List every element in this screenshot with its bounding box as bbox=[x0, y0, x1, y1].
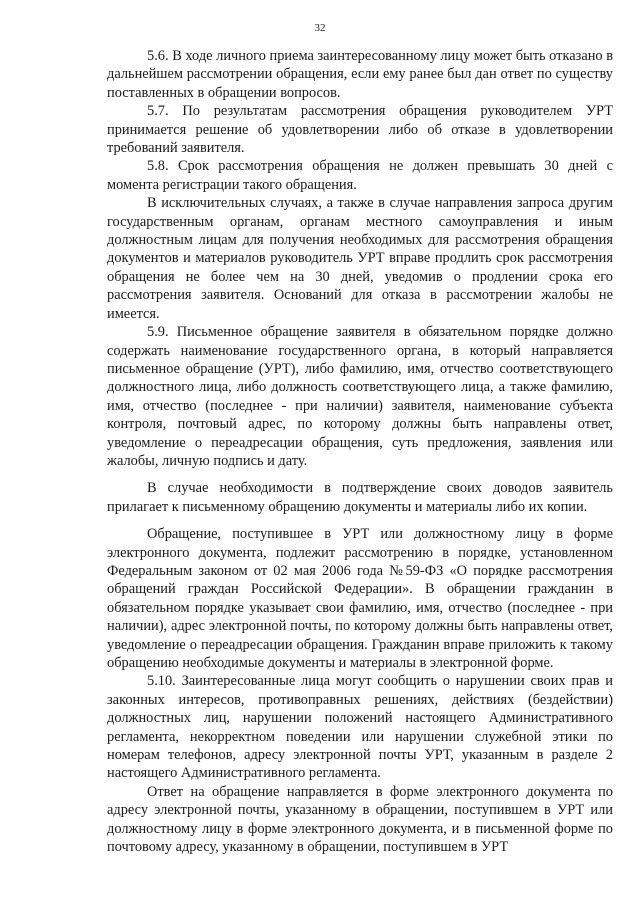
paragraph-5-9: 5.9. Письменное обращение заявителя в обязательном порядке должно содержать наименование государственного органа, в который направляется письменное обращение (УРТ), либо фамилию, имя, отчество соответствующего должностного лица, либо должность соответствующего лица, а также фамилию, имя, отчество (последнее - при наличии) заявителя, наименование субъекта контроля, почтовый адрес, по которому должны быть направлены ответ, уведомление о переадресации обращения, суть предложения, заявления или жалобы, личную подпись и дату. bbox=[107, 324, 613, 469]
paragraph-5-6: 5.6. В ходе личного приема заинтересованному лицу может быть отказано в дальнейшем рассмотрении обращения, если ему ранее был дан ответ по существу поставленных в обращении вопросов. bbox=[107, 48, 613, 101]
page-number: 32 bbox=[314, 22, 326, 34]
paragraph-response: Ответ на обращение направляется в форме электронного документа по адресу электронной почты, указанному в обращении, поступившем в УРТ или должностному лицу в форме электронного документа, и в письменной форме по почтовому адресу, указанному в обращении, поступившем в УРТ bbox=[107, 783, 613, 856]
paragraph-5-7: 5.7. По результатам рассмотрения обращения руководителем УРТ принимается решение об удовлетворении либо об отказе в удовлетворении требований заявителя. bbox=[107, 103, 613, 157]
paragraph-exceptional-cases: В исключительных случаях, а также в случае направления запроса другим государственным органам, органам местного самоуправления и иным должностным лицам для получения необходимых для рассмотрения обращения документов и материалов руководитель УРТ вправе продлить срок рассмотрения обращения не более чем на 30 дней, уведомив о продлении срока его рассмотрения заявителя. Оснований для отказа в рассмотрении жалобы не имеется. bbox=[107, 195, 613, 322]
paragraph-5-8: 5.8. Срок рассмотрения обращения не должен превышать 30 дней с момента регистрации такого обращения. bbox=[107, 158, 613, 193]
paragraph-5-10: 5.10. Заинтересованные лица могут сообщить о нарушении своих прав и законных интересов, противоправных решениях, действиях (бездействии) должностных лиц, нарушении положений настоящего Административного регламента, некорректном поведении или нарушении служебной этики по номерам телефонов, адресу электронной почты УРТ, указанным в разделе 2 настоящего Административного регламента. bbox=[107, 673, 613, 782]
document-body bbox=[107, 47, 613, 856]
paragraph-attachments: В случае необходимости в подтверждение своих доводов заявитель прилагает к письменному обращению документы и материалы либо их копии. bbox=[107, 480, 613, 515]
paragraph-electronic-appeal: Обращение, поступившее в УРТ или должностному лицу в форме электронного документа, подлежит рассмотрению в порядке, установленном Федеральным законом от 02 мая 2006 года №59-ФЗ «О порядке рассмотрения обращений граждан Российской Федерации». В обращении гражданин в обязательном порядке указывает свои фамилию, имя, отчество (последнее - при наличии), адрес электронной почты, по которому должны быть направлены ответ, уведомление о переадресации обращения. Гражданин вправе приложить к такому обращению необходимые документы и материалы в электронной форме. bbox=[107, 526, 613, 671]
